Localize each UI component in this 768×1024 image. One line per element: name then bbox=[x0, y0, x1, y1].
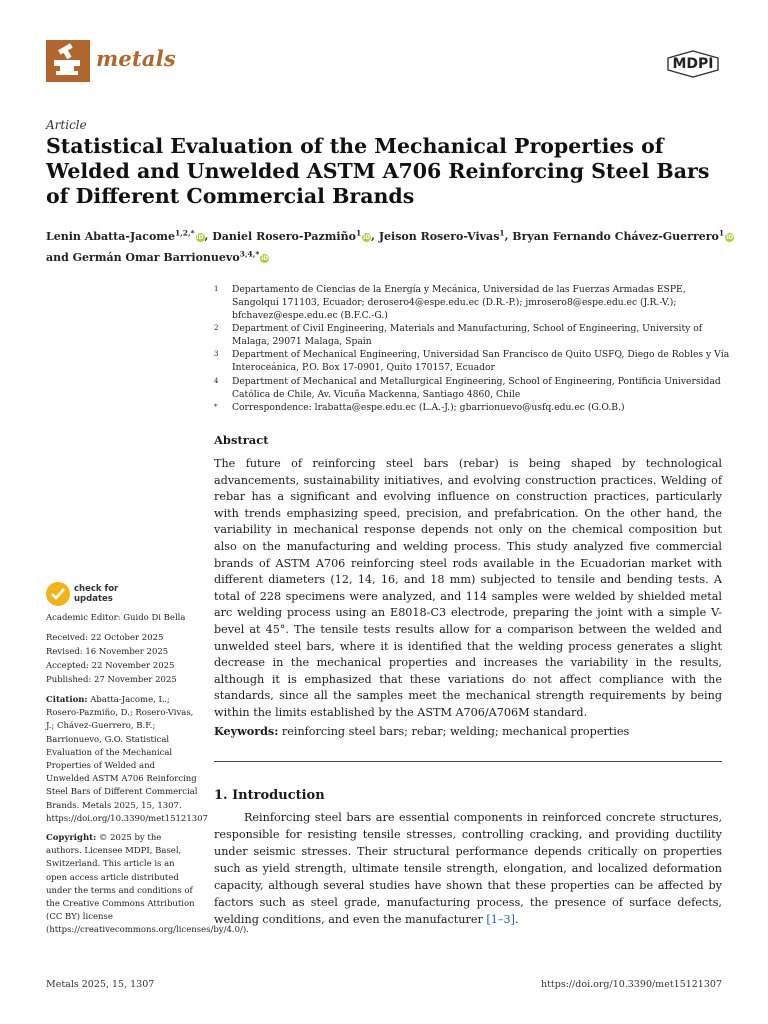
copyright-block: Copyright: © 2025 by the authors. Licensee MDPI, Basel, Switzerland. This article is an open access article distributed under the terms and conditions of the Creative Commons Attribution (CC BY) license (https://creativecommons.org/licenses/by/4.0/). bbox=[46, 833, 249, 936]
author-list: Lenin Abatta-Jacome$^{1,2,*}$iD, Daniel Rosero-Pazmiño$^1$iD, Jeison Rosero-Vivas$^1$, Bryan Fernando Chávez-Guerrero$^1$iD and Germán Omar Barrionuevo$^{3,4,*}$iD bbox=[46, 228, 734, 265]
affiliation: 4 Department of Mechanical and Metallurgical Engineering, School of Engineering, Pontificia Universidad Católica de Chile, Av. Vicuña Mackenna, Santiago 4860, Chile bbox=[214, 376, 721, 400]
citation-link[interactable]: [1–3] bbox=[486, 913, 515, 926]
accepted-date: Accepted: 22 November 2025 bbox=[46, 661, 175, 671]
keywords-label: Keywords: bbox=[214, 724, 279, 738]
section-heading: 1. Introduction bbox=[214, 788, 325, 803]
check-for-updates-button[interactable]: check for updates bbox=[46, 582, 126, 608]
revised-date: Revised: 16 November 2025 bbox=[46, 647, 169, 657]
article-type: Article bbox=[46, 118, 87, 132]
orcid-icon[interactable]: iD bbox=[196, 233, 204, 241]
footer-doi[interactable]: https://doi.org/10.3390/met15121307 bbox=[540, 979, 722, 990]
publisher-name: MDPI bbox=[672, 56, 714, 72]
article-title: Statistical Evaluation of the Mechanical Properties of Welded and Unwelded ASTM A706 Reinforcing Steel Bars of Different Commercial Brands bbox=[46, 134, 710, 208]
citation-block: Citation: Abatta-Jacome, L.; Rosero-Pazmiño, D.; Rosero-Vivas, J.; Chávez-Guerrero, B.F.; Barrionuevo, G.O. Statistical Evaluation of the Mechanical Properties of Welded and Unwelded ASTM A706 Reinforcing Steel Bars of Different Commercial Brands. Metals 2025, 15, 1307. https://doi.org/10.3390/met15121307 bbox=[46, 695, 208, 824]
journal-name: metals bbox=[96, 46, 176, 71]
footer-citation: Metals 2025, 15, 1307 bbox=[46, 979, 155, 990]
author[interactable]: Jeison Rosero-Vivas$^1$ bbox=[378, 228, 505, 243]
academic-editor: Academic Editor: Guido Di Bella bbox=[46, 613, 186, 623]
keywords-text: reinforcing steel bars; rebar; welding; mechanical properties bbox=[281, 725, 630, 738]
author[interactable]: Lenin Abatta-Jacome$^{1,2,*}$iD bbox=[46, 228, 204, 243]
published-date: Published: 27 November 2025 bbox=[46, 675, 177, 685]
abstract-heading: Abstract bbox=[214, 433, 269, 447]
abstract-text: The future of reinforcing steel bars (rebar) is being shaped by technological advancements, sustainability initiatives, and evolving construction practices. Welding of rebar has a significant and evolving influence on construction practices, particularly with trends emphasizing speed, precision, and prefabrication. On the other hand, the variability in mechanical response depends not only on the chemical composition but also on the manufacturing and welding process. This study analyzed five commercial brands of ASTM A706 reinforcing steel rods available in the Ecuadorian market with different diameters (12, 14, 16, and 18 mm) subjected to tensile and bending tests. A total of 228 specimens were analyzed, and 114 samples were welded by shielded metal arc welding process using an E8018-C3 electrode, preparing the joint with a simple V-bevel at 45°. The tensile tests results allow for a comparison between the welded and unwelded steel bars, where it is identified that the welding process generates a slight decrease in the mechanical properties and increases the variability in the results, although it is emphasized that these variations do not affect compliance with the standards, since all the samples meet the mechanical strength requirements by being within the limits established by the ASTM A706/A706M standard. bbox=[214, 457, 722, 719]
mdpi-logo bbox=[666, 50, 720, 78]
orcid-icon[interactable]: iD bbox=[726, 233, 734, 241]
affiliation: 3 Department of Mechanical Engineering, Universidad San Francisco de Quito USFQ, Diego de Robles y Vía Interoceánica, P.O. Box 17-0901, Quito 170157, Ecuador bbox=[214, 349, 730, 373]
journal-logo bbox=[46, 40, 90, 82]
section-divider bbox=[214, 761, 722, 762]
affiliation: 2 Department of Civil Engineering, Materials and Manufacturing, School of Engineering, University of Malaga, 29071 Malaga, Spain bbox=[214, 323, 703, 347]
received-date: Received: 22 October 2025 bbox=[46, 633, 164, 643]
author[interactable]: and Germán Omar Barrionuevo$^{3,4,*}$iD bbox=[46, 249, 269, 265]
affiliation: 1 Departamento de Ciencias de la Energía y Mecánica, Universidad de las Fuerzas Armadas ESPE, Sangolquí 171103, Ecuador; derosero4@espe.edu.ec (D.R.-P.); jmrosero8@espe.edu.ec (J.R.-V.); bfchavez@espe.edu.ec (B.F.C.-G.) bbox=[214, 284, 686, 321]
orcid-icon[interactable]: iD bbox=[363, 233, 371, 241]
author[interactable]: Daniel Rosero-Pazmiño$^1$iD bbox=[212, 228, 371, 243]
orcid-icon[interactable]: iD bbox=[261, 255, 269, 263]
check-updates-icon bbox=[46, 582, 70, 606]
correspondence: * Correspondence: lrabatta@espe.edu.ec (L.A.-J.); gbarrionuevo@usfq.edu.ec (G.O.B.) bbox=[214, 402, 625, 413]
keywords bbox=[214, 724, 722, 738]
author[interactable]: Bryan Fernando Chávez-Guerrero$^1$iD bbox=[512, 228, 734, 243]
anvil-icon bbox=[46, 40, 90, 82]
introduction-text: Reinforcing steel bars are essential components in reinforced concrete structures, responsible for resisting tensile stresses, controlling cracking, and providing ductility under seismic stresses. Their structural performance depends critically on properties such as yield strength, ultimate tensile strength, elongation, and localized deformation capacity, although several studies have shown that these properties can be affected by factors such as steel grade, manufacturing process, the presence of surface defects, welding conditions, and even the manufacturer [1–3]. bbox=[214, 811, 722, 926]
